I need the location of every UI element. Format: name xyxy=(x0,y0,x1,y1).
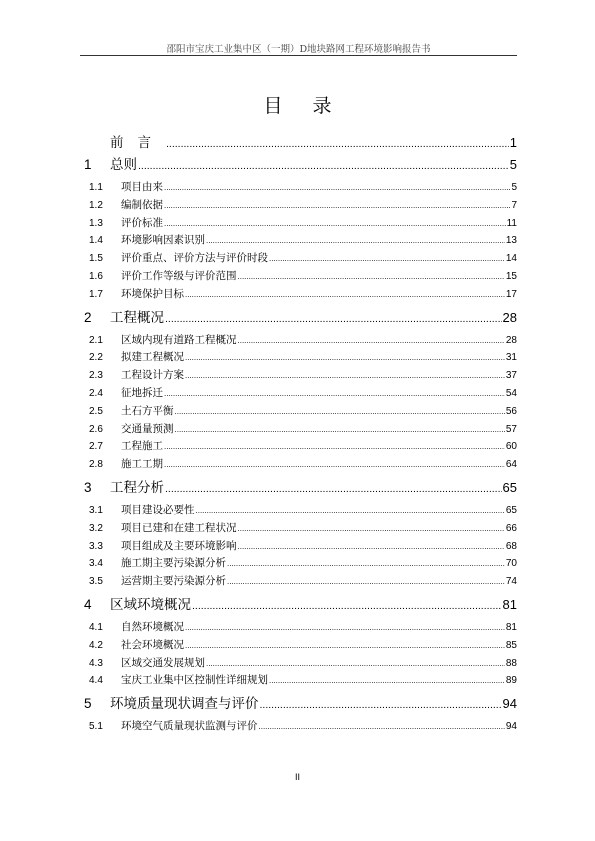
toc-section-entry[interactable] xyxy=(80,403,517,421)
toc-entry-title: 工程施工 xyxy=(121,440,163,453)
toc-entry-page: 37 xyxy=(505,370,517,382)
toc-entry-page: 28 xyxy=(505,334,517,346)
toc-entry-page: 81 xyxy=(505,621,517,633)
toc-entry-page: 94 xyxy=(502,696,517,712)
toc-entry-page: 88 xyxy=(505,657,517,669)
toc-entry-number: 1.1 xyxy=(89,182,103,193)
toc-section-entry[interactable] xyxy=(80,179,517,197)
toc-entry-title: 环境空气质量现状监测与评价 xyxy=(121,720,258,733)
toc-entry-page: 64 xyxy=(505,459,517,471)
toc-section-entry[interactable] xyxy=(80,718,517,736)
toc-entry-number: 1 xyxy=(84,157,92,172)
toc-entry-page: 14 xyxy=(505,253,517,265)
toc-dot-leader xyxy=(185,637,505,655)
toc-entry-number: 2.6 xyxy=(89,423,103,435)
toc-section-entry[interactable] xyxy=(80,573,517,591)
toc-dot-leader xyxy=(138,155,509,177)
toc-dot-leader xyxy=(260,694,502,716)
page-number: II xyxy=(294,772,300,782)
toc-entry-number: 2.4 xyxy=(89,387,103,399)
running-header: 邵阳市宝庆工业集中区（一期）D地块路网工程环境影响报告书 xyxy=(166,44,431,55)
toc-dot-leader xyxy=(164,385,505,403)
toc-entry-page: 81 xyxy=(502,596,517,612)
toc-entry-title: 区域内现有道路工程概况 xyxy=(121,333,237,346)
toc-entry-page: 57 xyxy=(505,423,517,435)
toc-entry-page: 65 xyxy=(502,479,517,495)
toc-entry-page: 56 xyxy=(505,405,517,417)
toc-section-entry[interactable] xyxy=(80,367,517,385)
toc-dot-leader xyxy=(227,573,505,591)
toc-chapter-entry[interactable] xyxy=(80,693,517,715)
toc-entry-title: 项目由来 xyxy=(121,181,163,193)
toc-entry-number: 3.5 xyxy=(89,576,103,588)
toc-section-entry[interactable] xyxy=(80,502,517,520)
toc-entry-title: 区域环境概况 xyxy=(110,596,191,613)
toc-entry-title: 工程概况 xyxy=(110,309,164,326)
header-rule xyxy=(80,55,517,56)
toc-entry-title: 施工期主要污染源分析 xyxy=(121,557,226,570)
toc-entry-number: 4.2 xyxy=(89,639,103,651)
toc-dot-leader xyxy=(165,478,502,500)
toc-entry-number: 2.1 xyxy=(89,334,103,346)
toc-section-entry[interactable] xyxy=(80,232,517,250)
toc-dot-leader xyxy=(227,555,505,573)
toc-entry-title: 自然环境概况 xyxy=(121,620,184,633)
toc-entry-title: 交通量预测 xyxy=(121,422,174,435)
toc-entry-number: 2.7 xyxy=(89,441,103,453)
toc-entry-title: 项目组成及主要环境影响 xyxy=(121,539,237,552)
toc-entry-number: 4 xyxy=(84,596,92,612)
toc-dot-leader xyxy=(175,403,505,421)
toc-entry-number: 1.5 xyxy=(89,253,103,265)
toc-entry-number: 3.4 xyxy=(89,558,103,570)
toc-entry-page: 11 xyxy=(506,217,517,229)
toc-entry-title: 编制依据 xyxy=(121,198,163,211)
toc-dot-leader xyxy=(165,308,502,330)
toc-entry-page: 5 xyxy=(509,157,517,172)
toc-entry-number: 3.2 xyxy=(89,522,103,534)
toc-section-entry[interactable] xyxy=(80,197,517,215)
toc-entry-number: 2.5 xyxy=(89,405,103,417)
toc-entry-page: 94 xyxy=(505,721,517,733)
toc-entry-title: 总则 xyxy=(110,157,137,173)
toc-entry-title: 项目已建和在建工程状况 xyxy=(121,521,237,534)
table-of-contents xyxy=(80,132,517,736)
toc-chapter-entry[interactable] xyxy=(80,154,517,176)
toc-entry-title: 征地拆迁 xyxy=(121,386,163,399)
toc-entry-title: 环境影响因素识别 xyxy=(121,234,205,247)
toc-entry-page: 66 xyxy=(505,522,517,534)
toc-entry-number: 4.4 xyxy=(89,675,103,687)
toc-chapter-entry[interactable] xyxy=(80,132,517,154)
toc-section-entry[interactable] xyxy=(80,438,517,456)
toc-dot-leader xyxy=(206,655,505,673)
toc-entry-page: 89 xyxy=(505,675,517,687)
toc-dot-leader xyxy=(164,179,510,197)
toc-entry-title: 拟建工程概况 xyxy=(121,351,184,364)
toc-entry-title: 评价标准 xyxy=(121,216,163,229)
toc-entry-title: 评价工作等级与评价范围 xyxy=(121,269,237,282)
toc-entry-page: 54 xyxy=(505,387,517,399)
toc-entry-page: 13 xyxy=(505,235,517,247)
toc-dot-leader xyxy=(164,438,505,456)
toc-entry-page: 17 xyxy=(505,288,517,300)
toc-title: 目录 xyxy=(263,95,362,117)
toc-section-entry[interactable] xyxy=(80,332,517,350)
toc-entry-page: 15 xyxy=(505,270,517,282)
toc-dot-leader xyxy=(238,332,505,350)
toc-entry-title: 工程分析 xyxy=(110,479,164,496)
toc-entry-title: 环境保护目标 xyxy=(121,287,184,300)
toc-dot-leader xyxy=(166,133,509,155)
toc-entry-title: 施工工期 xyxy=(121,458,163,471)
toc-chapter-entry[interactable] xyxy=(80,477,517,499)
toc-entry-number: 2 xyxy=(84,309,92,325)
toc-entry-number: 2.3 xyxy=(89,370,103,382)
toc-section-entry[interactable] xyxy=(80,637,517,655)
toc-dot-leader xyxy=(185,367,505,385)
toc-entry-number: 2.8 xyxy=(89,459,103,471)
toc-entry-number: 2.2 xyxy=(89,352,103,364)
toc-section-entry[interactable] xyxy=(80,655,517,673)
toc-entry-title: 宝庆工业集中区控制性详细规划 xyxy=(121,674,268,687)
toc-chapter-entry[interactable] xyxy=(80,594,517,616)
toc-entry-page: 68 xyxy=(505,540,517,552)
toc-entry-number: 5.1 xyxy=(89,721,103,733)
toc-entry-number: 1.2 xyxy=(89,199,103,211)
toc-entry-number: 3.1 xyxy=(89,504,103,516)
toc-entry-page: 31 xyxy=(505,352,517,364)
toc-entry-title: 土石方平衡 xyxy=(121,404,174,417)
toc-section-entry[interactable] xyxy=(80,555,517,573)
toc-section-entry[interactable] xyxy=(80,268,517,286)
toc-entry-title: 项目建设必要性 xyxy=(121,503,195,516)
toc-entry-number: 4.3 xyxy=(89,657,103,669)
toc-section-entry[interactable] xyxy=(80,619,517,637)
toc-section-entry[interactable] xyxy=(80,215,517,233)
toc-dot-leader xyxy=(164,215,506,233)
toc-dot-leader xyxy=(238,538,505,556)
toc-section-entry[interactable] xyxy=(80,421,517,439)
toc-section-entry[interactable] xyxy=(80,385,517,403)
toc-section-entry[interactable] xyxy=(80,286,517,304)
toc-dot-leader xyxy=(192,595,502,617)
toc-dot-leader xyxy=(175,421,505,439)
toc-section-entry[interactable] xyxy=(80,349,517,367)
toc-entry-number: 1.4 xyxy=(89,235,103,247)
toc-entry-title: 运营期主要污染源分析 xyxy=(121,575,226,588)
toc-dot-leader xyxy=(269,250,505,268)
toc-entry-page: 28 xyxy=(502,309,517,325)
toc-section-entry[interactable] xyxy=(80,250,517,268)
toc-section-entry[interactable] xyxy=(80,456,517,474)
toc-entry-page: 1 xyxy=(509,135,517,150)
toc-section-entry[interactable] xyxy=(80,538,517,556)
toc-entry-title: 社会环境概况 xyxy=(121,638,184,651)
toc-entry-number: 4.1 xyxy=(89,621,103,633)
toc-entry-page: 74 xyxy=(505,576,517,588)
toc-entry-page: 85 xyxy=(505,639,517,651)
toc-entry-number: 1.3 xyxy=(89,217,103,229)
toc-dot-leader xyxy=(238,268,505,286)
toc-entry-page: 60 xyxy=(505,441,517,453)
toc-dot-leader xyxy=(269,672,505,690)
toc-entry-page: 65 xyxy=(505,504,517,516)
toc-dot-leader xyxy=(164,197,510,215)
toc-entry-page: 70 xyxy=(505,558,517,570)
toc-entry-number: 1.6 xyxy=(89,270,103,282)
toc-entry-page: 7 xyxy=(511,199,517,211)
toc-entry-number: 1.7 xyxy=(89,288,103,300)
toc-entry-page: 5 xyxy=(511,182,517,193)
toc-entry-number: 3 xyxy=(84,479,92,495)
toc-entry-number: 3.3 xyxy=(89,540,103,552)
toc-dot-leader xyxy=(259,718,505,736)
toc-entry-title: 区域交通发展规划 xyxy=(121,656,205,669)
toc-entry-title: 前言 xyxy=(110,135,165,151)
toc-chapter-entry[interactable] xyxy=(80,307,517,329)
toc-dot-leader xyxy=(196,502,505,520)
toc-entry-title: 工程设计方案 xyxy=(121,369,184,382)
toc-entry-title: 环境质量现状调查与评价 xyxy=(110,696,259,713)
toc-entry-number: 5 xyxy=(84,696,92,712)
toc-dot-leader xyxy=(185,349,505,367)
toc-entry-title: 评价重点、评价方法与评价时段 xyxy=(121,252,268,265)
toc-dot-leader xyxy=(185,619,505,637)
toc-section-entry[interactable] xyxy=(80,520,517,538)
toc-dot-leader xyxy=(206,232,505,250)
toc-section-entry[interactable] xyxy=(80,672,517,690)
toc-dot-leader xyxy=(238,520,505,538)
toc-dot-leader xyxy=(185,286,505,304)
toc-dot-leader xyxy=(164,456,505,474)
